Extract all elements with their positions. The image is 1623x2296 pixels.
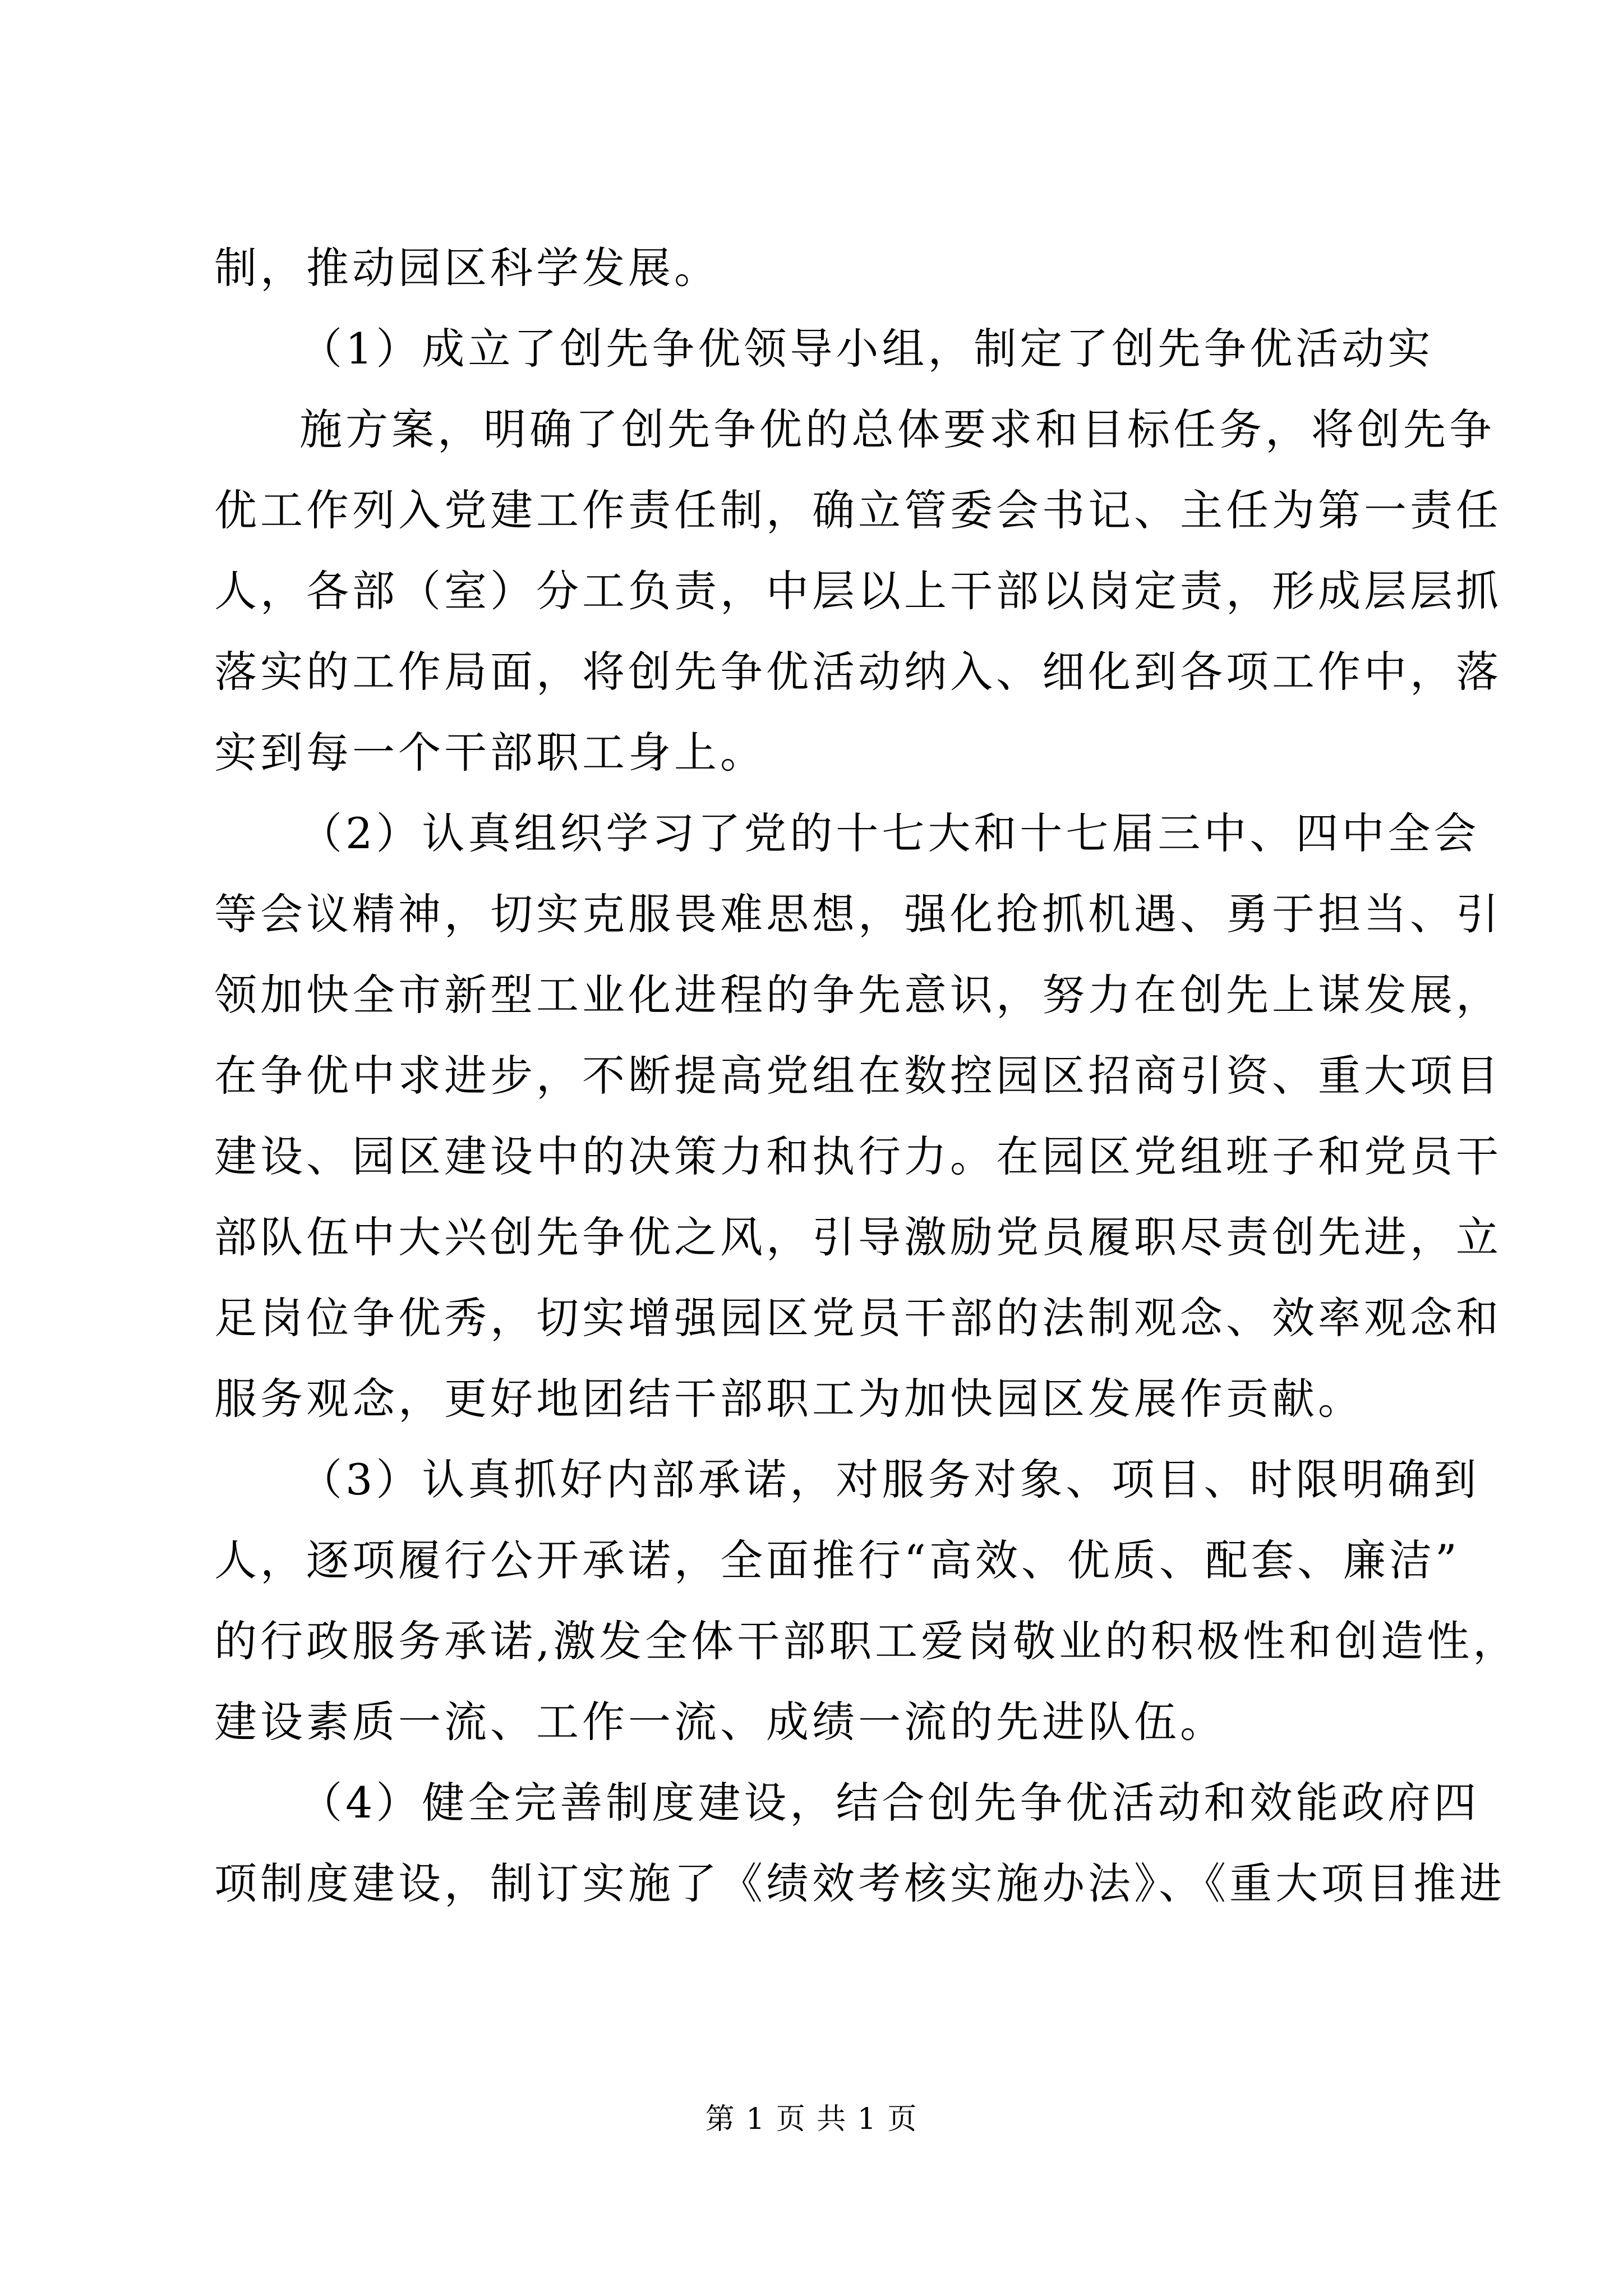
- text-line: 领加快全市新型工业化进程的争先意识，努力在创先上谋发展，: [214, 970, 1502, 1020]
- text-line: 在争优中求进步，不断提高党组在数控园区招商引资、重大项目: [214, 1051, 1502, 1101]
- text-line: 项制度建设，制订实施了《绩效考核实施办法》、《重大项目推进: [214, 1858, 1505, 1908]
- text-line: 部队伍中大兴创先争优之风，引导激励党员履职尽责创先进，立: [214, 1212, 1502, 1262]
- text-line: 人，各部（室）分工负责，中层以上干部以岗定责，形成层层抓: [214, 566, 1502, 616]
- text-line: 足岗位争优秀，切实增强园区党员干部的法制观念、效率观念和: [214, 1293, 1502, 1343]
- text-line: 等会议精神，切实克服畏难思想，强化抢抓机遇、勇于担当、引: [214, 889, 1502, 939]
- text-line: 施方案，明确了创先争优的总体要求和目标任务，将创先争: [299, 404, 1495, 454]
- text-line: 制，推动园区科学发展。: [214, 243, 720, 293]
- text-line: 落实的工作局面，将创先争优活动纳入、细化到各项工作中，落: [214, 647, 1502, 697]
- text-line: 的行政服务承诺,激发全体干部职工爱岗敬业的积极性和创造性，: [214, 1616, 1519, 1666]
- text-line: 实到每一个干部职工身上。: [214, 728, 766, 777]
- text-line: 服务观念，更好地团结干部职工为加快园区发展作贡献。: [214, 1374, 1364, 1424]
- text-line: 优工作列入党建工作责任制，确立管委会书记、主任为第一责任: [214, 485, 1502, 535]
- text-line: （4）健全完善制度建设，结合创先争优活动和效能政府四: [299, 1778, 1480, 1828]
- page-number-footer: 第 1 页 共 1 页: [705, 2102, 918, 2136]
- text-line: 建设素质一流、工作一流、成绩一流的先进队伍。: [214, 1697, 1226, 1747]
- text-line: （3）认真抓好内部承诺，对服务对象、项目、时限明确到: [299, 1455, 1480, 1504]
- text-line: 人，逐项履行公开承诺，全面推行“高效、优质、配套、廉洁”: [214, 1535, 1460, 1585]
- text-line: 建设、园区建设中的决策力和执行力。在园区党组班子和党员干: [214, 1131, 1502, 1181]
- text-line: （1）成立了创先争优领导小组，制定了创先争优活动实: [299, 324, 1434, 374]
- text-line: （2）认真组织学习了党的十七大和十七届三中、四中全会: [299, 808, 1480, 858]
